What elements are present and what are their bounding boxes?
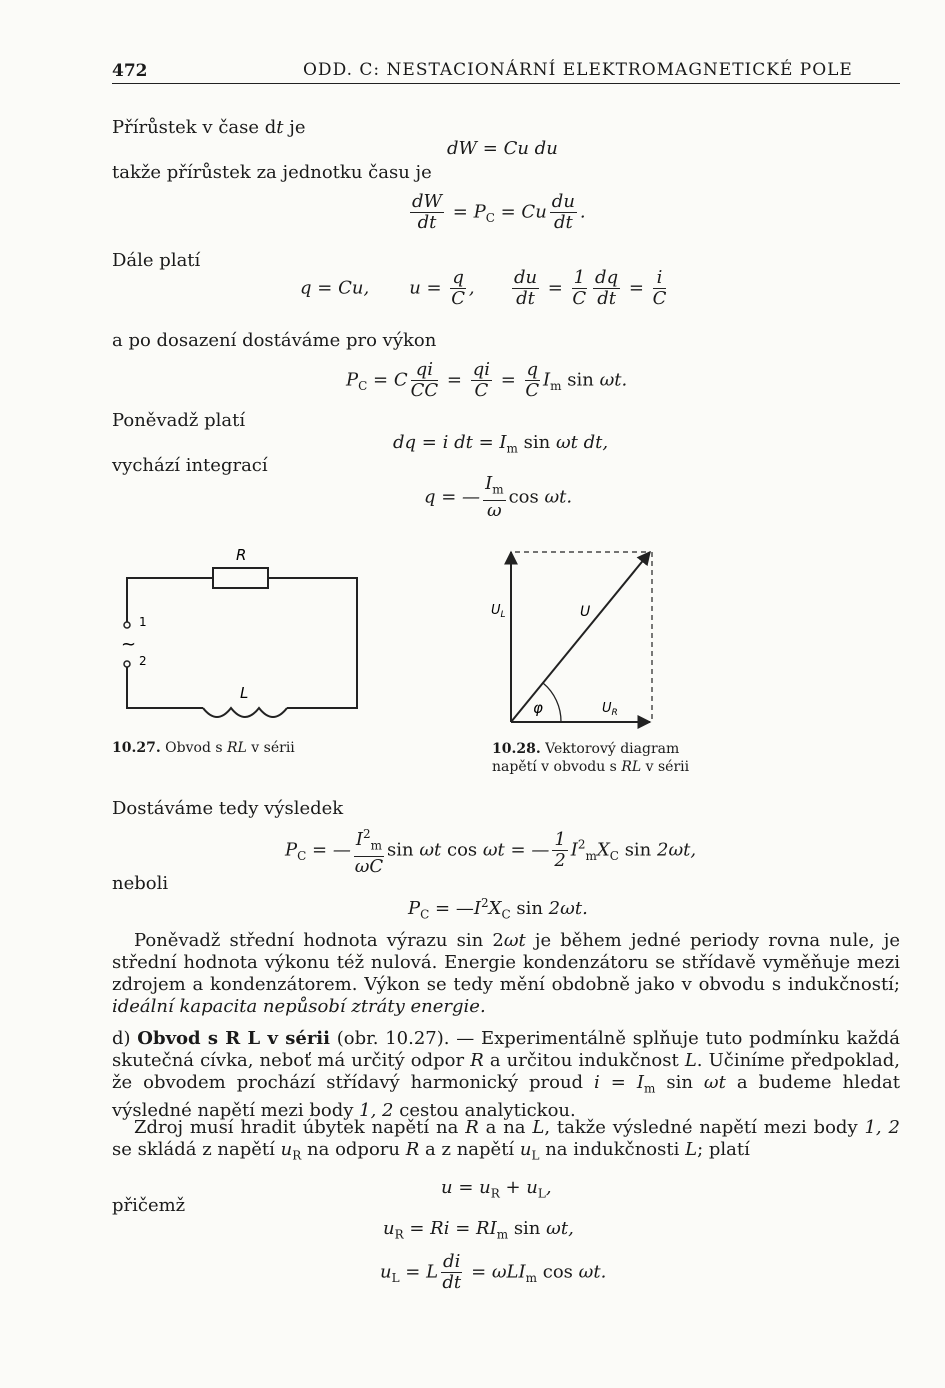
equation-dW: dW = Cu du (447, 138, 558, 159)
figure-caption-10-27: 10.27. Obvod s RL v sérii (112, 740, 295, 756)
label-R: R (236, 546, 247, 564)
running-title: ODD. C: NESTACIONÁRNÍ ELEKTROMAGNETICKÉ POLE (303, 60, 853, 80)
equation-u-sum: $u = u_R + u_L$, (441, 1177, 552, 1201)
terminal-2 (124, 661, 130, 667)
text-line: přičemž (112, 1195, 186, 1216)
label-UR: $U_R$ (602, 701, 618, 718)
equation-Pc-result: $P_C$ = — $\frac{I^2_m}{\omega C}$ sin ωt cos ωt = — $\frac{1}{2}$ $I^2_mX_C$ sin 2ωt, (285, 824, 696, 877)
label-1: 1 (139, 615, 147, 629)
text-line: Poněvadž platí (112, 410, 246, 431)
text-line: a po dosazení dostáváme pro výkon (112, 330, 437, 351)
page-number: 472 (112, 61, 148, 81)
equation-power: $\frac{dW}{dt}$ = $P_C = Cu$ $\frac{du}{dt}$ . (412, 191, 586, 233)
figure-caption-10-28: 10.28. Vektorový diagram napětí v obvodu s RL v sérii (492, 741, 690, 775)
text-line: vychází integrací (112, 455, 268, 476)
label-L: L (240, 684, 249, 702)
paragraph-rl-series: d) Obvod s R L v sérii (obr. 10.27). — Experimentálně splňuje tuto podmínku každá skutečná cívka, neboť má určitý odpor R a určitou indukčnost L. Učiníme předpoklad, že obvodem prochází střídavý harmonický proud $i = I_m$ sin ωt a budeme hledat výsledné napětí mezi body 1, 2 cestou analytickou. (112, 1028, 901, 1121)
equation-dq: dq = i dt = $I_m$ sin ωt dt, (393, 432, 609, 456)
equation-uL: $u_L = L$ $\frac{di}{dt}$ = ωLI$_m$ cos ωt. (380, 1251, 607, 1293)
equation-uR: $u_R = Ri = RI_m$ sin ωt, (383, 1218, 574, 1242)
label-2: 2 (139, 654, 147, 668)
vector-diagram (485, 540, 665, 730)
label-UL: $U_L$ (491, 603, 506, 620)
inductor-symbol (203, 708, 287, 717)
label-U: U (580, 604, 591, 620)
ac-source-symbol: ~ (121, 634, 137, 655)
label-phi: φ (533, 699, 543, 717)
equation-q: q = — $\frac{I_m}{\omega}$ cos ωt. (424, 473, 573, 521)
text-line: takže přírůstek za jednotku času je (112, 162, 432, 183)
paragraph-source: Zdroj musí hradit úbytek napětí na R a na L, takže výsledné napětí mezi body 1, 2 se skládá z napětí $u_R$ na odporu R a z napětí $u_L$ na indukčnosti L; platí (112, 1117, 900, 1163)
text-line: Dále platí (112, 250, 201, 271)
text-line: Přírůstek v čase dt je (112, 117, 306, 138)
header-rule (112, 83, 900, 84)
text-line: neboli (112, 873, 169, 894)
equation-Pc: $P_C = C$ $\frac{qi}{CC}$ = $\frac{qi}{C}$ = $\frac{q}{C}$ $I_m$ sin ωt. (346, 359, 628, 401)
equation-charge: q = Cu, u = $\frac{q}{C}$ , $\frac{du}{dt}$ = $\frac{1}{C}$ $\frac{dq}{dt}$ = $\frac{i}{C}$ (300, 267, 667, 309)
terminal-1 (124, 622, 130, 628)
circuit-diagram (112, 540, 372, 725)
paragraph-capacitor: Poněvadž střední hodnota výrazu sin 2ωt je během jedné periody rovna nule, je střední hodnota výkonu též nulová. Energie kondenzátoru se střídavě vyměňuje mezi zdrojem a kondenzátorem. Výkon se tedy mění obdobně jako v obvodu s indukčností; ideální kapacita nepůsobí ztráty energie. (112, 930, 900, 1017)
text-line: Dostáváme tedy výsledek (112, 798, 344, 819)
resistor-symbol (213, 568, 268, 588)
equation-Pc-final: $P_C$ = $—I^2X_C$ sin 2ωt. (408, 896, 588, 922)
